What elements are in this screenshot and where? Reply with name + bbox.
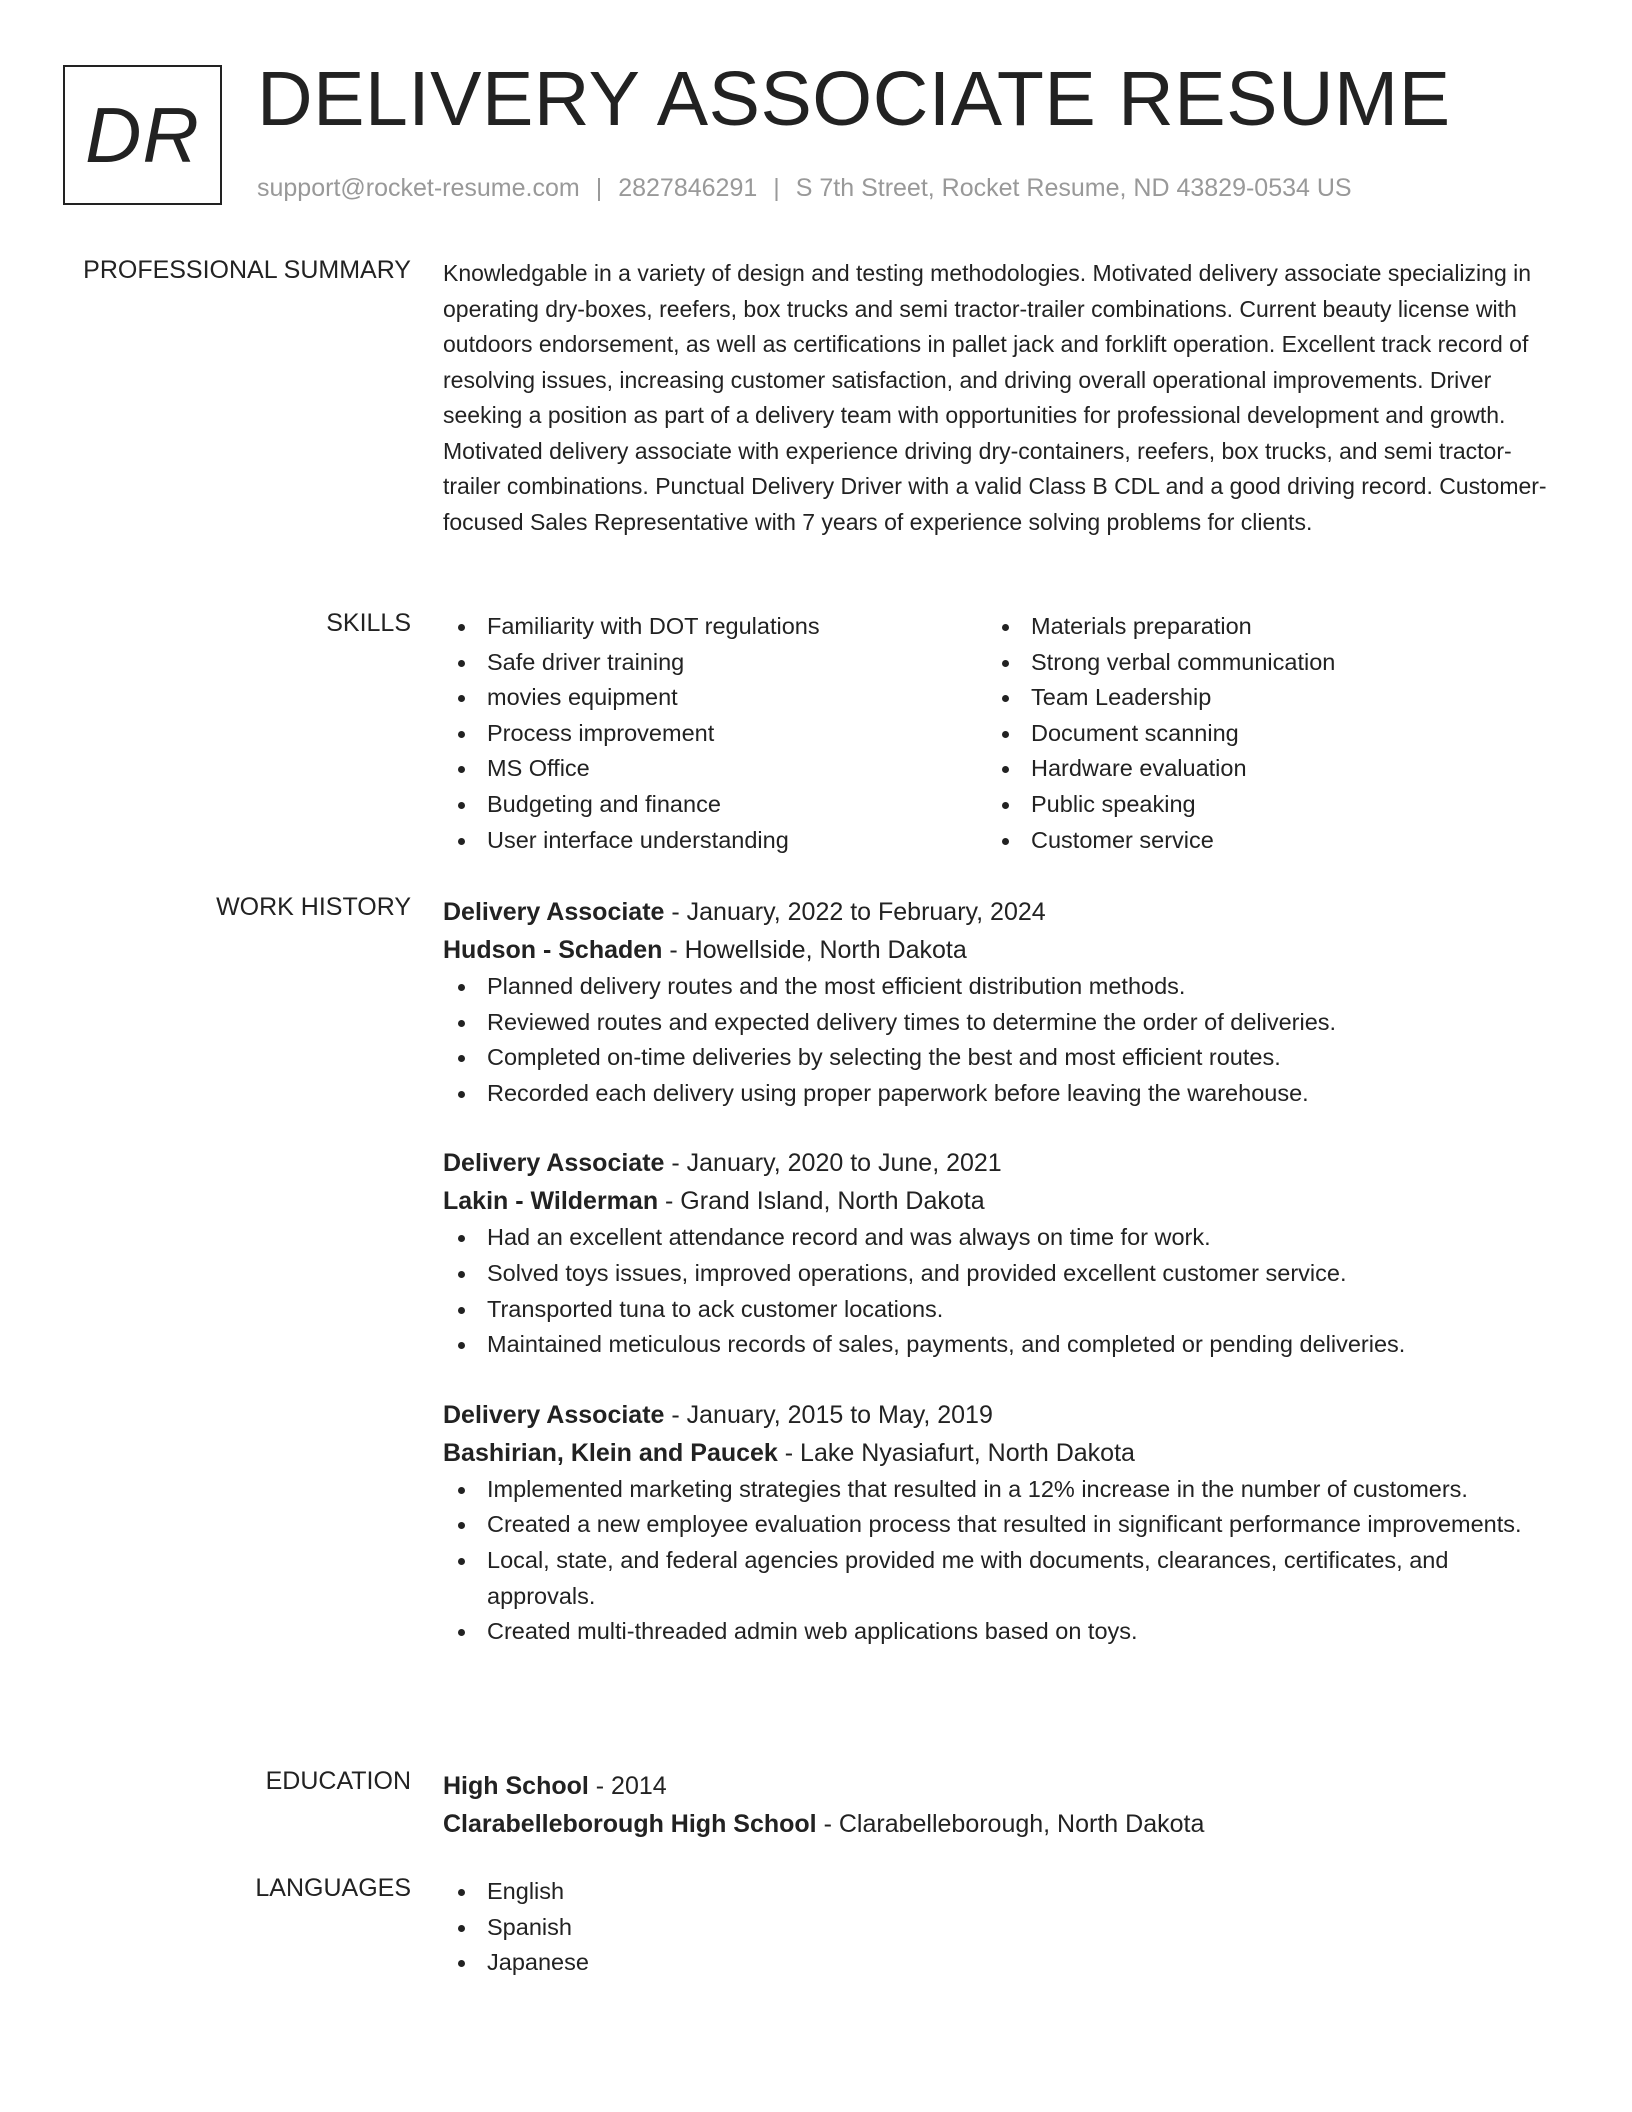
section-label-summary: PROFESSIONAL SUMMARY <box>83 256 411 284</box>
contact-line <box>257 174 1352 203</box>
contact-address: S 7th Street, Rocket Resume, ND 43829-0534 US <box>795 174 1352 202</box>
job-duty: Solved toys issues, improved operations, and provided excellent customer service. <box>443 1256 1555 1292</box>
job-title: Delivery Associate <box>443 1149 665 1178</box>
skill-item: Strong verbal communication <box>987 645 1531 681</box>
skills-list-left <box>443 609 987 858</box>
job-title: Delivery Associate <box>443 1400 665 1429</box>
job-title-line <box>443 1396 1555 1434</box>
education-school: Clarabelleborough High School <box>443 1810 817 1838</box>
summary-text: Knowledgable in a variety of design and testing methodologies. Motivated delivery associate specializing in operating dry-boxes, reefers, box trucks and semi tractor-trailer combinations. Current beauty license with outdoors endorsement, as well as certifications in pallet jack and forklift operation. Excellent track record of resolving issues, increasing customer satisfaction, and driving overall operational improvements. Driver seeking a position as part of a delivery team with opportunities for professional development and growth. Motivated delivery associate with experience driving dry-containers, reefers, box trucks, and semi tractor-trailer combinations. Punctual Delivery Driver with a valid Class B CDL and a good driving record. Customer-focused Sales Representative with 7 years of experience solving problems for clients. <box>443 260 1547 535</box>
job-duty: Transported tuna to ack customer locations. <box>443 1292 1555 1328</box>
job-duty: Maintained meticulous records of sales, payments, and completed or pending deliveries. <box>443 1327 1555 1363</box>
skill-item: User interface understanding <box>443 823 987 859</box>
skill-item: Safe driver training <box>443 645 987 681</box>
education-location: - Clarabelleborough, North Dakota <box>816 1810 1205 1838</box>
job-duty: Created a new employee evaluation process that resulted in significant performance improvements. <box>443 1507 1555 1543</box>
job-title: Delivery Associate <box>443 898 665 926</box>
skill-item: Team Leadership <box>987 680 1531 716</box>
skill-item: movies equipment <box>443 680 987 716</box>
job-duty: Implemented marketing strategies that resulted in a 12% increase in the number of customers. <box>443 1472 1555 1508</box>
language-item: Japanese <box>443 1945 1555 1981</box>
job-dates: - January, 2015 to May, 2019 <box>664 1400 993 1429</box>
job-duty: Recorded each delivery using proper paperwork before leaving the warehouse. <box>443 1076 1555 1112</box>
job-location: - Howellside, North Dakota <box>662 936 967 964</box>
section-label-education: EDUCATION <box>265 1767 411 1795</box>
skill-item: Materials preparation <box>987 609 1531 645</box>
skill-item: Familiarity with DOT regulations <box>443 609 987 645</box>
resume-title: DELIVERY ASSOCIATE RESUME <box>257 56 1451 142</box>
skills-list-right <box>987 609 1531 858</box>
languages-list <box>443 1874 1555 1981</box>
job-entry <box>443 1144 1555 1362</box>
job-company-line <box>443 931 1555 969</box>
job-title-line <box>443 893 1555 931</box>
section-label-languages: LANGUAGES <box>255 1874 411 1902</box>
job-duty: Completed on-time deliveries by selecting the best and most efficient routes. <box>443 1040 1555 1076</box>
job-company: Lakin - Wilderman <box>443 1187 659 1216</box>
job-duty: Planned delivery routes and the most efficient distribution methods. <box>443 969 1555 1005</box>
skill-item: Budgeting and finance <box>443 787 987 823</box>
job-duty: Created multi-threaded admin web applications based on toys. <box>443 1614 1555 1650</box>
job-company: Bashirian, Klein and Paucek <box>443 1438 778 1467</box>
job-location: - Lake Nyasiafurt, North Dakota <box>777 1438 1135 1467</box>
job-company: Hudson - Schaden <box>443 936 663 964</box>
section-label-skills: SKILLS <box>326 609 411 637</box>
education-degree-line <box>443 1767 1555 1805</box>
monogram: DR <box>63 65 222 205</box>
job-duties <box>443 1472 1555 1650</box>
job-dates: - January, 2020 to June, 2021 <box>664 1149 1002 1178</box>
job-location: - Grand Island, North Dakota <box>658 1187 985 1216</box>
job-duties <box>443 969 1555 1111</box>
contact-phone: 2827846291 <box>618 174 758 202</box>
education-school-line <box>443 1805 1555 1843</box>
skill-item: Hardware evaluation <box>987 751 1531 787</box>
skill-item: Process improvement <box>443 716 987 752</box>
skill-item: MS Office <box>443 751 987 787</box>
job-entry <box>443 893 1555 1111</box>
education-year: - 2014 <box>588 1772 667 1800</box>
language-item: Spanish <box>443 1910 1555 1946</box>
skill-item: Document scanning <box>987 716 1531 752</box>
contact-separator: | <box>773 174 780 202</box>
job-duty: Reviewed routes and expected delivery times to determine the order of deliveries. <box>443 1005 1555 1041</box>
job-duties <box>443 1220 1555 1362</box>
job-company-line <box>443 1434 1555 1472</box>
education-degree: High School <box>443 1772 589 1800</box>
job-entry <box>443 1396 1555 1650</box>
job-company-line <box>443 1182 1555 1220</box>
skill-item: Customer service <box>987 823 1531 859</box>
language-item: English <box>443 1874 1555 1910</box>
job-title-line <box>443 1144 1555 1182</box>
skill-item: Public speaking <box>987 787 1531 823</box>
job-duty: Had an excellent attendance record and was always on time for work. <box>443 1220 1555 1256</box>
job-duty: Local, state, and federal agencies provided me with documents, clearances, certificates, and approvals. <box>443 1543 1555 1614</box>
contact-separator: | <box>595 174 603 202</box>
job-dates: - January, 2022 to February, 2024 <box>664 898 1046 926</box>
section-label-work-history: WORK HISTORY <box>216 893 411 921</box>
contact-email: support@rocket-resume.com <box>257 174 580 202</box>
